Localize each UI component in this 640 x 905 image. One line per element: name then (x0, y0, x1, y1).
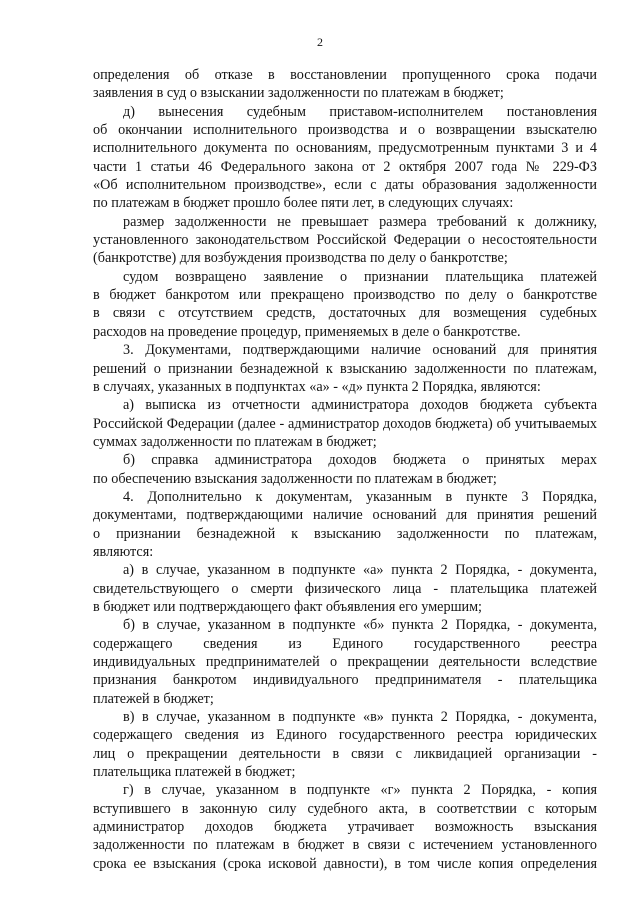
text-line: в связи с отсутствием средств, достаточных для возмещения судебных (93, 305, 597, 322)
text-line: свидетельствующего о смерти физического лица - плательщика платежей (93, 580, 597, 597)
text-line: плательщика платежей в бюджет; (93, 764, 296, 781)
text-line: заявления в суд о взыскании задолженности по платежам в бюджет; (93, 85, 504, 102)
paragraph (93, 451, 597, 488)
text-line: б) справка администратора доходов бюджета о принятых мерах (123, 452, 597, 469)
text-line: судом возвращено заявление о признании плательщика платежей (123, 268, 597, 285)
text-line: вступившего в законную силу судебного акта, в соответствии с которым (93, 800, 597, 817)
text-line: «Об исполнительном производстве», если с даты образования задолженности (93, 177, 597, 194)
text-line: решений о признании безнадежной к взысканию задолженности по платежам, (93, 360, 597, 377)
paragraph (93, 103, 597, 213)
text-line: по обеспечению взыскания задолженности по платежам в бюджет; (93, 470, 497, 487)
text-line: г) в случае, указанном в подпункте «г» пункта 2 Порядка, - копия (123, 782, 597, 799)
page-number: 2 (317, 35, 323, 49)
text-line: являются: (93, 543, 154, 560)
paragraph (93, 708, 597, 781)
text-line: содержащего сведения из Единого государственного реестра юридических (93, 727, 597, 744)
document-body (93, 66, 597, 873)
paragraph (93, 213, 597, 268)
text-line: признания банкротом индивидуального предпринимателя - плательщика (93, 672, 597, 689)
paragraph (93, 616, 597, 708)
text-line: исполнительного документа по основаниям, предусмотренным пунктами 3 и 4 (93, 140, 597, 157)
text-line: а) выписка из отчетности администратора доходов бюджета субъекта (123, 397, 597, 414)
text-line: б) в случае, указанном в подпункте «б» пункта 2 Порядка, - документа, (123, 617, 597, 634)
text-line: содержащего сведения из Единого государственного реестра (93, 635, 597, 652)
text-line: срока ее взыскания (срока исковой давности), в том числе копия определения (93, 855, 597, 872)
paragraph (93, 66, 597, 103)
text-line: документами, подтверждающими наличие оснований для принятия решений (93, 507, 597, 524)
text-line: части 1 статьи 46 Федерального закона от 2 октября 2007 года № 229-ФЗ (93, 158, 597, 175)
text-line: индивидуальных предпринимателей о прекращении деятельности вследствие (93, 654, 597, 670)
paragraph (93, 561, 597, 616)
text-line: лиц о прекращении деятельности в связи с ликвидацией организации - (93, 745, 597, 762)
text-line: об окончании исполнительного производства и о возвращении взыскателю (93, 122, 597, 139)
text-line: д) вынесения судебным приставом-исполнителем постановления (123, 103, 597, 120)
text-line: в случаях, указанных в подпунктах «а» - «д» пункта 2 Порядка, являются: (93, 378, 541, 395)
text-line: в) в случае, указанном в подпункте «в» пункта 2 Порядка, - документа, (123, 709, 597, 726)
paragraph (93, 488, 597, 561)
text-line: платежей в бюджет; (93, 690, 214, 707)
paragraph (93, 781, 597, 873)
text-line: Российской Федерации (далее - администратор доходов бюджета) об учитываемых (93, 415, 597, 432)
text-line: (банкротстве) для возбуждения производства по делу о банкротстве; (93, 250, 508, 267)
text-line: о признании безнадежной к взысканию задолженности по платежам, (93, 525, 597, 542)
text-line: установленного законодательством Российской Федерации о несостоятельности (93, 232, 597, 249)
text-line: размер задолженности не превышает размера требований к должнику, (123, 213, 597, 230)
paragraph (93, 341, 597, 396)
text-line: администратор доходов бюджета утрачивает возможность взыскания (93, 819, 597, 836)
paragraph (93, 268, 597, 341)
text-line: расходов на проведение процедур, применяемых в деле о банкротстве. (93, 323, 521, 340)
text-line: 4. Дополнительно к документам, указанным в пункте 3 Порядка, (123, 488, 597, 505)
text-line: определения об отказе в восстановлении пропущенного срока подачи (93, 67, 597, 83)
text-line: по платежам в бюджет прошло более пяти лет, в следующих случаях: (93, 195, 514, 212)
text-line: а) в случае, указанном в подпункте «а» пункта 2 Порядка, - документа, (123, 562, 597, 579)
paragraph (93, 396, 597, 451)
text-line: в бюджет или подтверждающего факт объявления его умершим; (93, 598, 483, 615)
text-line: в бюджет банкротом или прекращено производство по делу о банкротстве (93, 287, 597, 304)
text-line: 3. Документами, подтверждающими наличие оснований для принятия (123, 342, 597, 359)
text-line: задолженности по платежам в бюджет в связи с истечением установленного (93, 837, 597, 854)
text-line: суммах задолженности по платежам в бюджет; (93, 433, 377, 450)
